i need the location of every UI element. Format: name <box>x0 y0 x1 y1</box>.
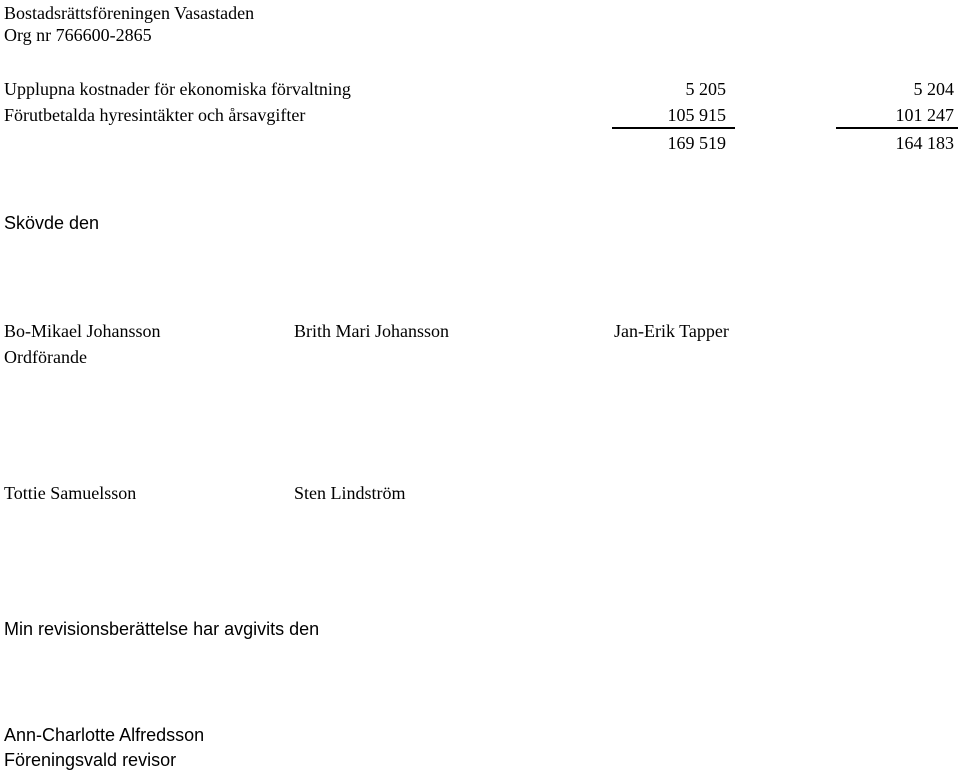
org-name: Bostadsrättsföreningen Vasastaden <box>4 3 255 23</box>
row-previous-value: 5 204 <box>913 79 954 99</box>
signatory-name: Jan-Erik Tapper <box>614 321 729 341</box>
signatory-title: Ordförande <box>4 347 87 367</box>
total-current-value: 169 519 <box>667 133 726 153</box>
row-label: Förutbetalda hyresintäkter och årsavgifter <box>4 105 306 125</box>
row-current-value: 5 205 <box>685 79 726 99</box>
row-previous-value: 101 247 <box>895 105 954 125</box>
row-current-value: 105 915 <box>667 105 726 125</box>
auditor-title: Föreningsvald revisor <box>4 750 177 770</box>
sum-rule-previous <box>836 127 958 129</box>
signatory-name: Brith Mari Johansson <box>294 321 449 341</box>
signatory-name: Sten Lindström <box>294 483 406 503</box>
signatory-name: Tottie Samuelsson <box>4 483 137 503</box>
sum-rule-current <box>612 127 735 129</box>
place-date-line: Skövde den <box>4 213 100 233</box>
row-label: Upplupna kostnader för ekonomiska förvaltning <box>4 79 351 99</box>
total-previous-value: 164 183 <box>895 133 954 153</box>
auditor-name: Ann-Charlotte Alfredsson <box>4 725 205 745</box>
org-number: Org nr 766600-2865 <box>4 25 152 45</box>
audit-statement: Min revisionsberättelse har avgivits den <box>4 619 320 639</box>
signatory-name: Bo-Mikael Johansson <box>4 321 161 341</box>
